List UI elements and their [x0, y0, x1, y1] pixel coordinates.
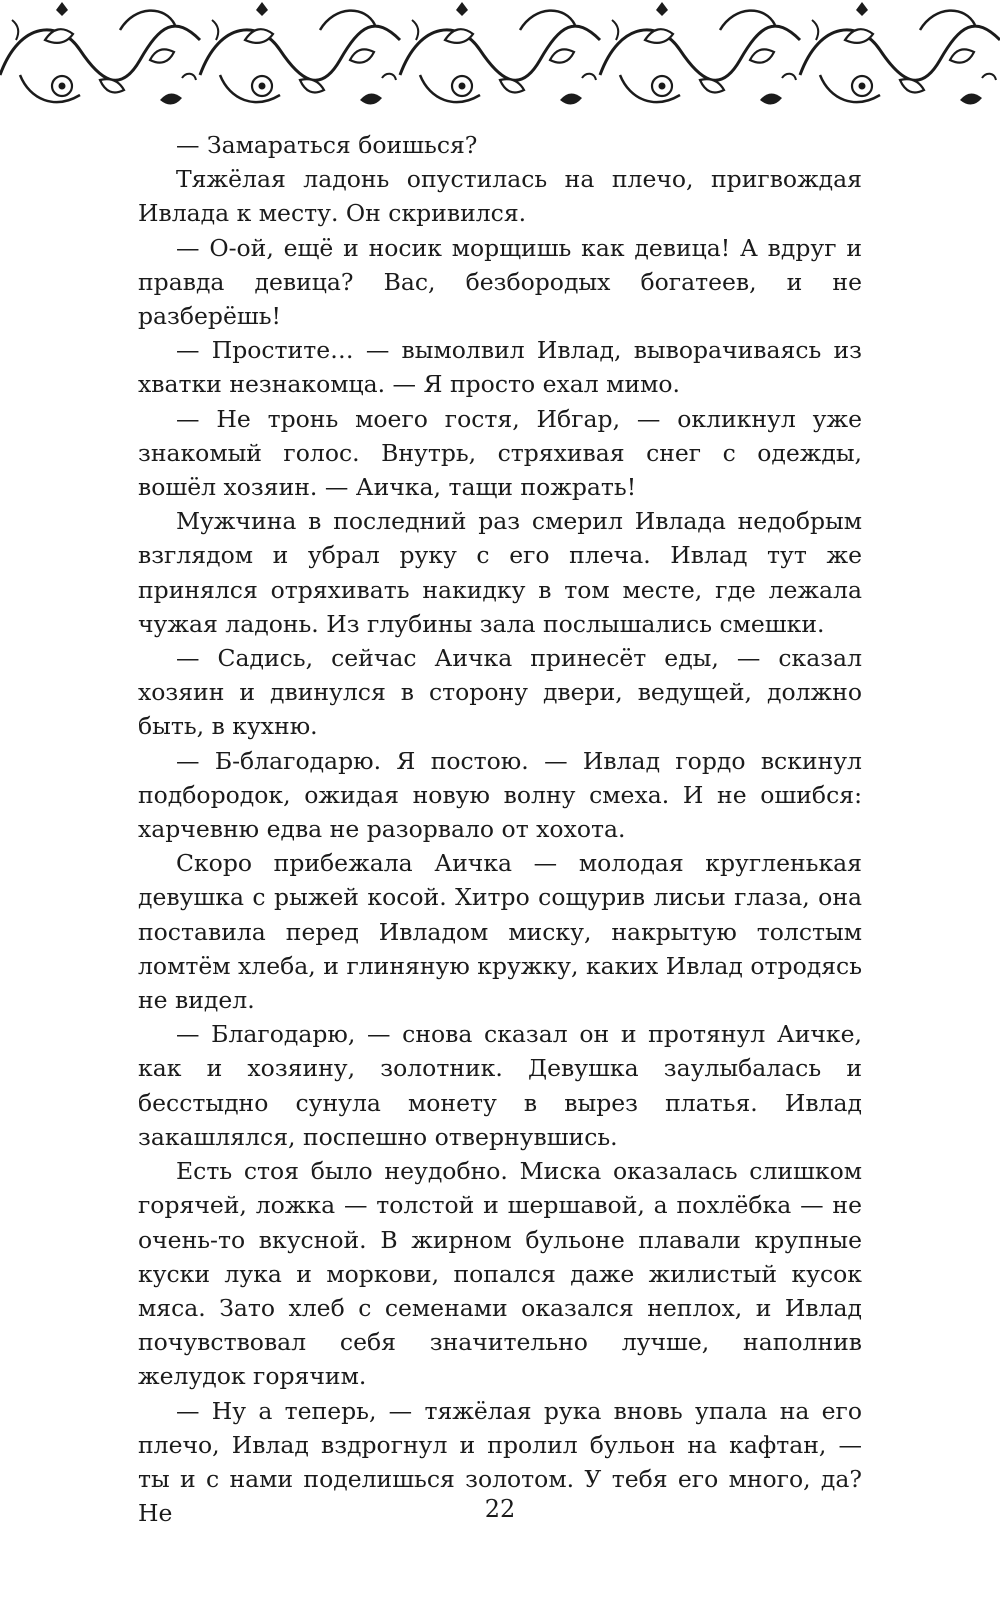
page-number: 22 [484, 1495, 516, 1523]
paragraph: — Садись, сейчас Аичка принесёт еды, — сказал хозяин и двинулся в сторону двери, ведущей, должно быть, в кухню. [138, 644, 862, 741]
paragraph: — Благодарю, — снова сказал он и протянул Аичке, как и хозяину, золотник. Девушка заулыбалась и бесстыдно сунула монету в вырез платья. Ивлад закашлялся, поспешно отвернувшись. [138, 1020, 862, 1151]
paragraph: Есть стоя было неудобно. Миска оказалась слишком горячей, ложка — толстой и шершавой, а похлёбка — не очень-то вкусной. В жирном бульоне плавали крупные куски лука и моркови, попался даже жилистый кусок мяса. Зато хлеб с семенами оказался неплох, и Ивлад почувствовал себя значительно лучше, наполнив желудок горячим. [138, 1157, 862, 1391]
paragraph: — О-ой, ещё и носик морщишь как девица! А вдруг и правда девица? Вас, безбородых богатеев, и не разберёшь! [138, 233, 862, 331]
paragraph: — Простите… — вымолвил Ивлад, выворачиваясь из хватки незнакомца. — Я просто ехал мимо. [138, 336, 862, 399]
body-text [138, 128, 862, 1530]
paragraph: Скоро прибежала Аичка — молодая кругленькая девушка с рыжей косой. Хитро сощурив лисьи глаза, она поставила перед Ивладом миску, накрытую толстым ломтём хлеба, и глиняную кружку, каких Ивлад отродясь не видел. [138, 849, 862, 1015]
paragraph: — Б-благодарю. Я постою. — Ивлад гордо вскинул подбородок, ожидая новую волну смеха. И не ошибся: харчевню едва не разорвало от хохота. [138, 746, 862, 844]
paragraph: — Замараться боишься? [176, 131, 478, 159]
floral-border-ornament [0, 0, 1000, 125]
paragraph: — Не тронь моего гостя, Ибгар, — окликнул уже знакомый голос. Внутрь, стряхивая снег с одежды, вошёл хозяин. — Аичка, тащи пожрать! [138, 404, 862, 502]
paragraph: — Ну а теперь, — тяжёлая рука вновь упала на его плечо, Ивлад вздрогнул и пролил бульон на кафтан, — ты и с нами поделишься золотом. У тебя его много, да? Не [138, 1396, 862, 1528]
paragraph: Тяжёлая ладонь опустилась на плечо, пригвождая Ивлада к месту. Он скривился. [138, 165, 862, 228]
paragraph: Мужчина в последний раз смерил Ивлада недобрым взглядом и убрал руку с его плеча. Ивлад тут же принялся отряхивать накидку в том месте, где лежала чужая ладонь. Из глубины зала послышались смешки. [138, 507, 862, 638]
